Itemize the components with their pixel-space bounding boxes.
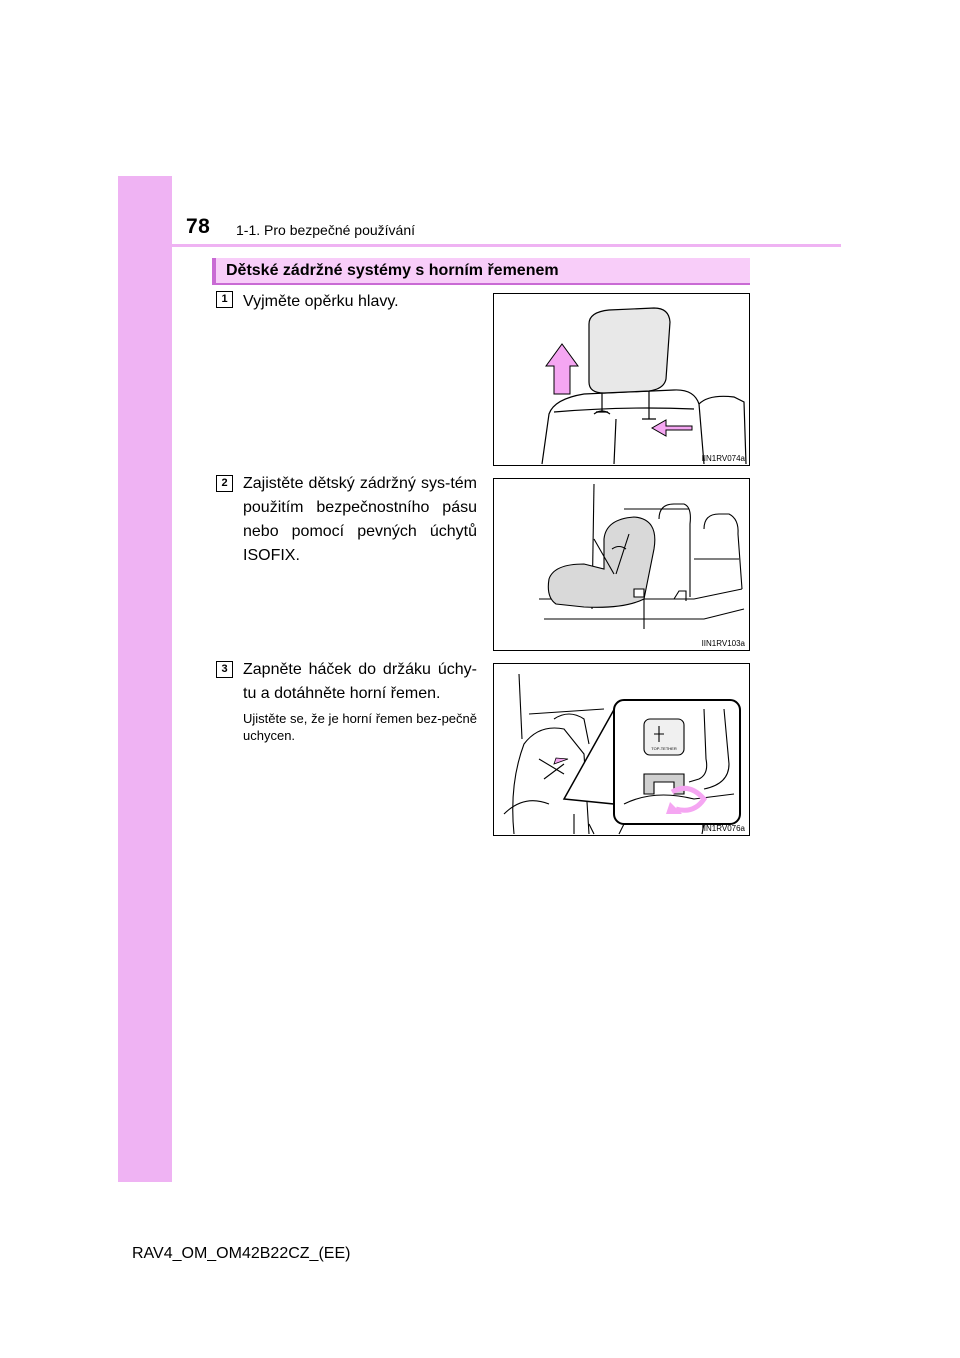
figure-top-tether — [493, 663, 750, 836]
step-note-3: Ujistěte se, že je horní řemen bez-pečně uchycen. — [243, 711, 477, 743]
step-text-3: Zapněte háček do držáku úchy-tu a dotáhněte horní řemen. — [243, 661, 477, 702]
footer-code: RAV4_OM_OM42B22CZ_(EE) — [132, 1245, 351, 1262]
top-tether-label: TOP-TETHER — [651, 746, 677, 751]
figure-child-seat — [493, 478, 750, 651]
section-heading: Dětské zádržné systémy s horním řemenem — [212, 258, 750, 285]
figure-remove-headrest — [493, 293, 750, 466]
page-number: 78 — [186, 215, 211, 238]
step-number-1: 1 — [216, 291, 233, 308]
figure-code-3: IIN1RV076a — [701, 824, 745, 833]
child-seat-illustration — [494, 479, 749, 650]
chapter-title: 1-1. Pro bezpečné používání — [236, 222, 416, 238]
figure-code-1: IIN1RV074a — [701, 454, 745, 463]
headrest-illustration — [494, 294, 749, 465]
figure-code-2: IIN1RV103a — [701, 639, 745, 648]
step-number-2: 2 — [216, 475, 233, 492]
top-tether-illustration — [494, 664, 749, 835]
step-text-2: Zajistěte dětský zádržný sys-tém použitím bezpečnostního pásu nebo pomocí pevných úchytů ISOFIX. — [243, 475, 477, 564]
step-number-3: 3 — [216, 661, 233, 678]
header-rule — [118, 244, 841, 247]
side-color-band — [118, 176, 172, 1182]
step-text-1: Vyjměte opěrku hlavy. — [243, 293, 399, 310]
